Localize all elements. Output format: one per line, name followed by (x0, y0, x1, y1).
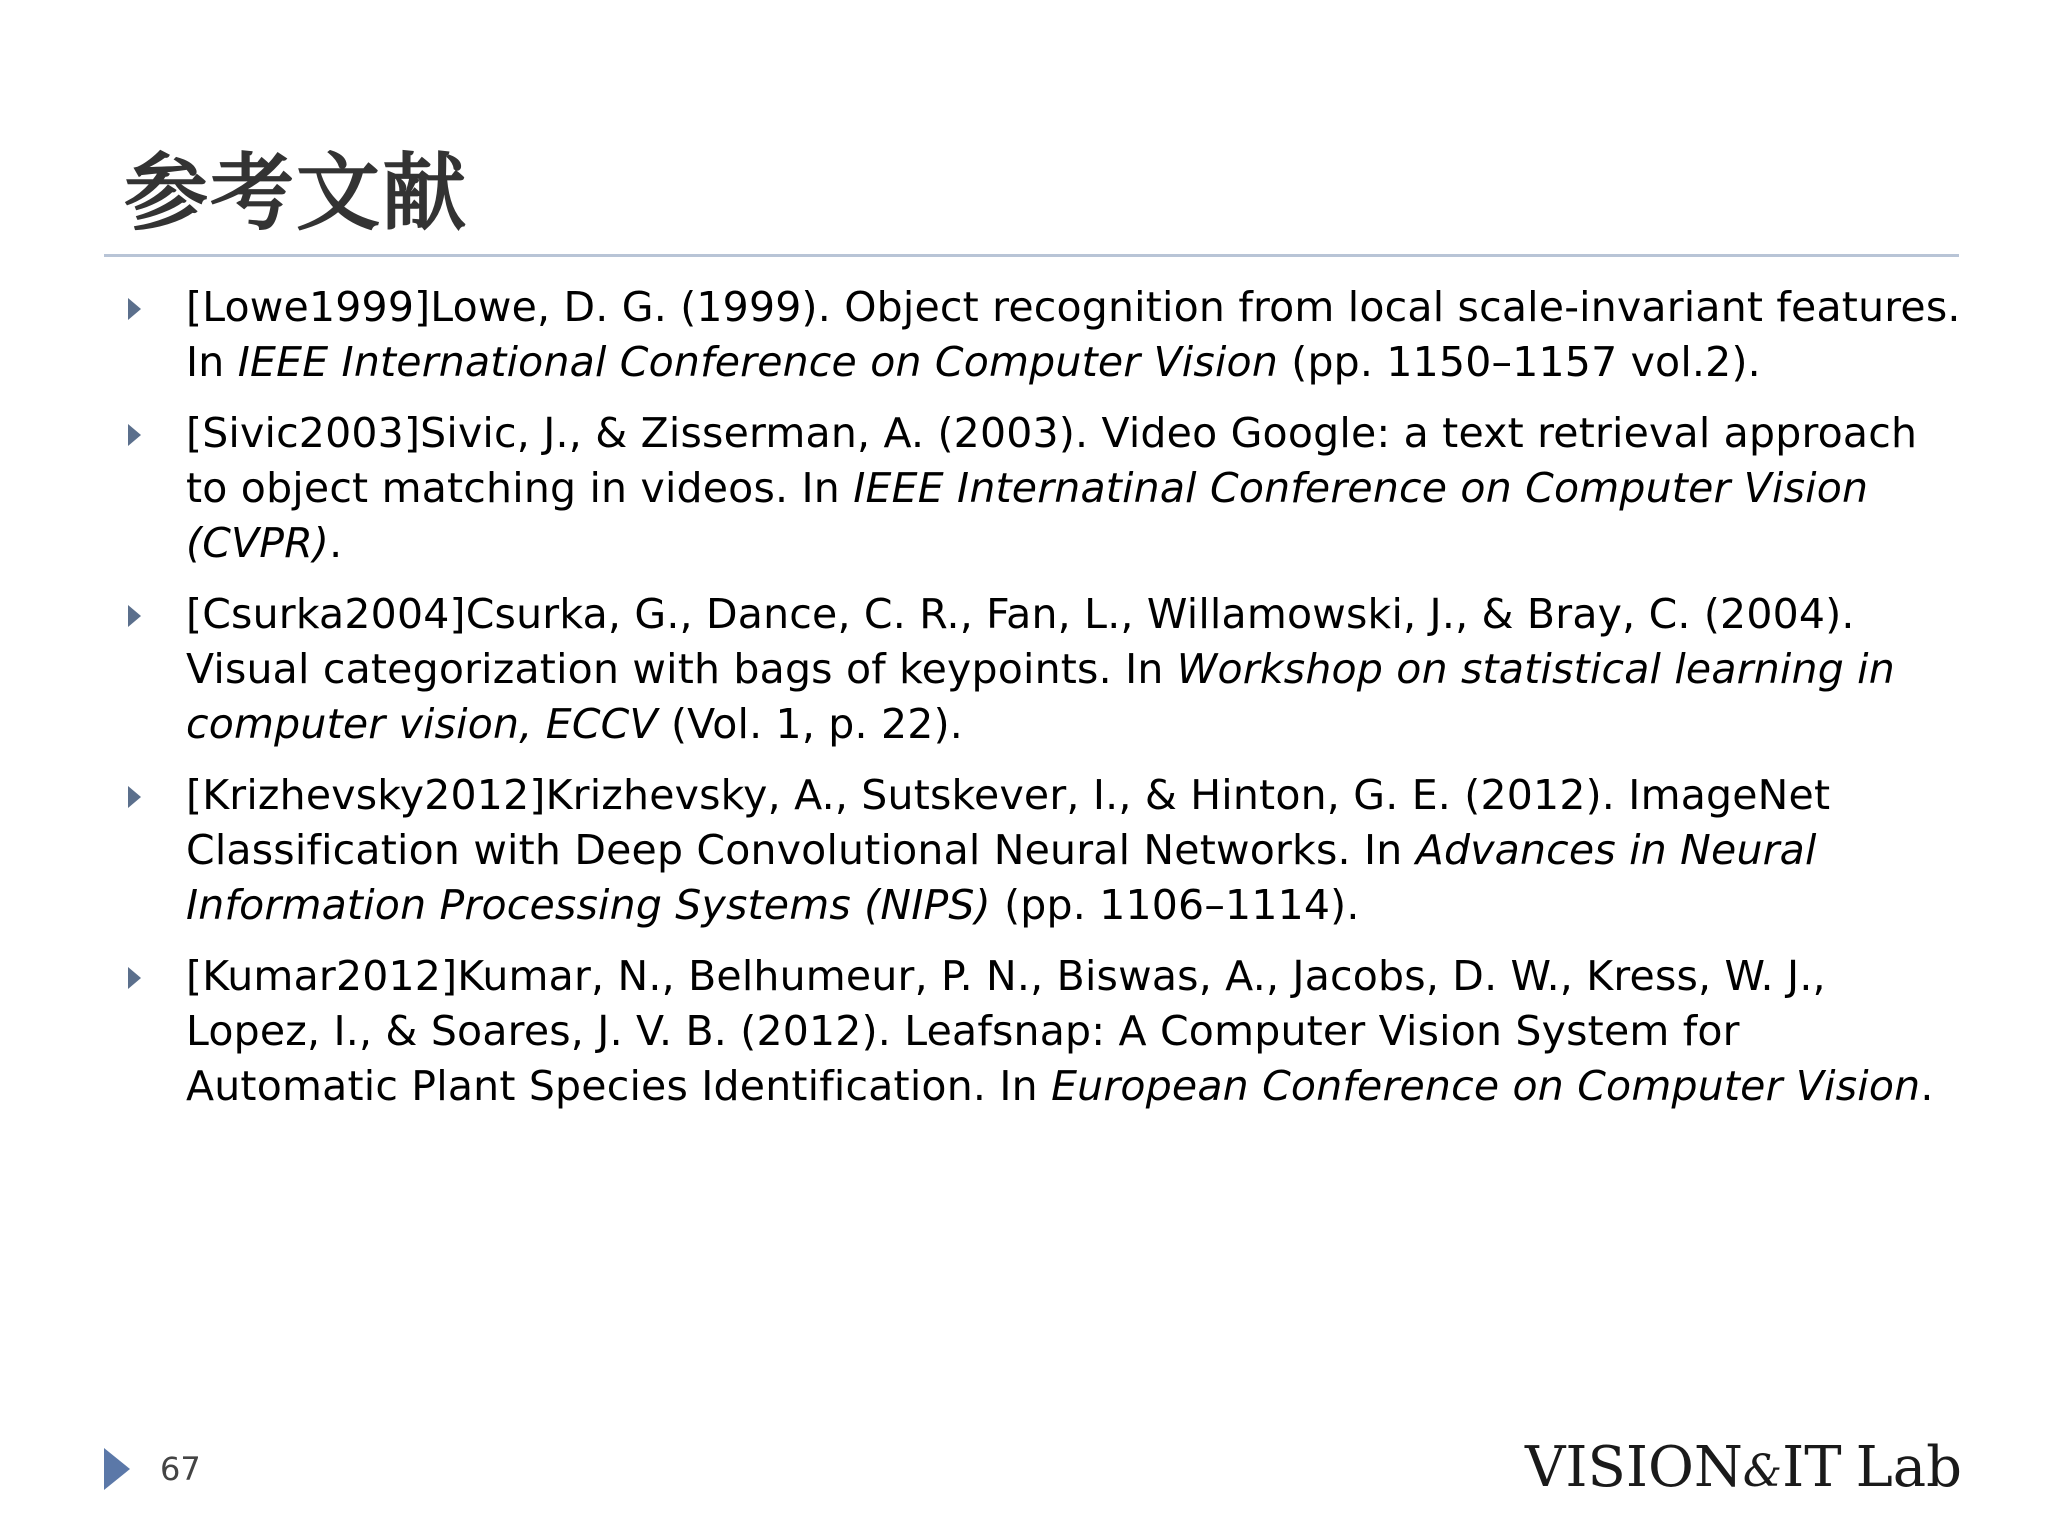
triangle-bullet-icon (128, 786, 141, 808)
lab-logo (1525, 1432, 1962, 1504)
reference-text (186, 409, 1917, 567)
reference-citation: [Kumar2012]Kumar, N., Belhumeur, P. N., Biswas, A., Jacobs, D. W., Kress, W. J., Lopez, I., & Soares, J. V. B. (2012). Leafsnap: A Computer Vision System for Automatic Plant Species Identification. In (186, 952, 1826, 1110)
reference-pages: (Vol. 1, p. 22). (657, 700, 963, 748)
reference-venue: Advances in Neural Information Processing Systems (NIPS) (186, 826, 1817, 929)
reference-pages: . (329, 519, 343, 567)
logo-vision: VISION (1524, 1435, 1743, 1500)
logo-lab: Lab (1855, 1435, 1962, 1500)
reference-venue: Workshop on statistical learning in computer vision, ECCV (186, 645, 1895, 748)
reference-venue: European Conference on Computer Vision (1051, 1062, 1921, 1110)
reference-venue: IEEE Internatinal Conference on Computer Vision (CVPR) (186, 464, 1869, 567)
reference-item (104, 768, 1964, 933)
triangle-bullet-icon (128, 298, 141, 320)
reference-item (104, 949, 1964, 1114)
triangle-bullet-icon (128, 967, 141, 989)
logo-ampersand: & (1742, 1446, 1783, 1497)
reference-citation: [Sivic2003]Sivic, J., & Zisserman, A. (2003). Video Google: a text retrieval approach to object matching in videos. In (186, 409, 1918, 512)
reference-pages: (pp. 1150–1157 vol.2). (1278, 338, 1761, 386)
page-marker-icon (104, 1448, 130, 1490)
logo-it: IT (1782, 1435, 1842, 1500)
reference-item (104, 587, 1964, 752)
title-divider (104, 254, 1959, 257)
reference-text (186, 771, 1830, 929)
slide-title: 参考文献 (124, 143, 469, 242)
triangle-bullet-icon (128, 424, 141, 446)
reference-item (104, 406, 1964, 571)
reference-citation: [Lowe1999]Lowe, D. G. (1999). Object recognition from local scale-invariant features. In (186, 283, 1961, 386)
reference-venue: IEEE International Conference on Computer Vision (237, 338, 1279, 386)
reference-pages: (pp. 1106–1114). (990, 881, 1360, 929)
reference-text (186, 952, 1934, 1110)
reference-item (104, 280, 1964, 390)
reference-text (186, 283, 1961, 386)
reference-pages: . (1920, 1062, 1934, 1110)
reference-citation: [Csurka2004]Csurka, G., Dance, C. R., Fan, L., Willamowski, J., & Bray, C. (2004). Visual categorization with bags of keypoints. In (186, 590, 1855, 693)
reference-text (186, 590, 1895, 748)
reference-list (104, 280, 1964, 1130)
triangle-bullet-icon (128, 605, 141, 627)
reference-citation: [Krizhevsky2012]Krizhevsky, A., Sutskever, I., & Hinton, G. E. (2012). ImageNet Classification with Deep Convolutional Neural Networks. In (186, 771, 1831, 874)
page-number: 67 (160, 1450, 201, 1488)
